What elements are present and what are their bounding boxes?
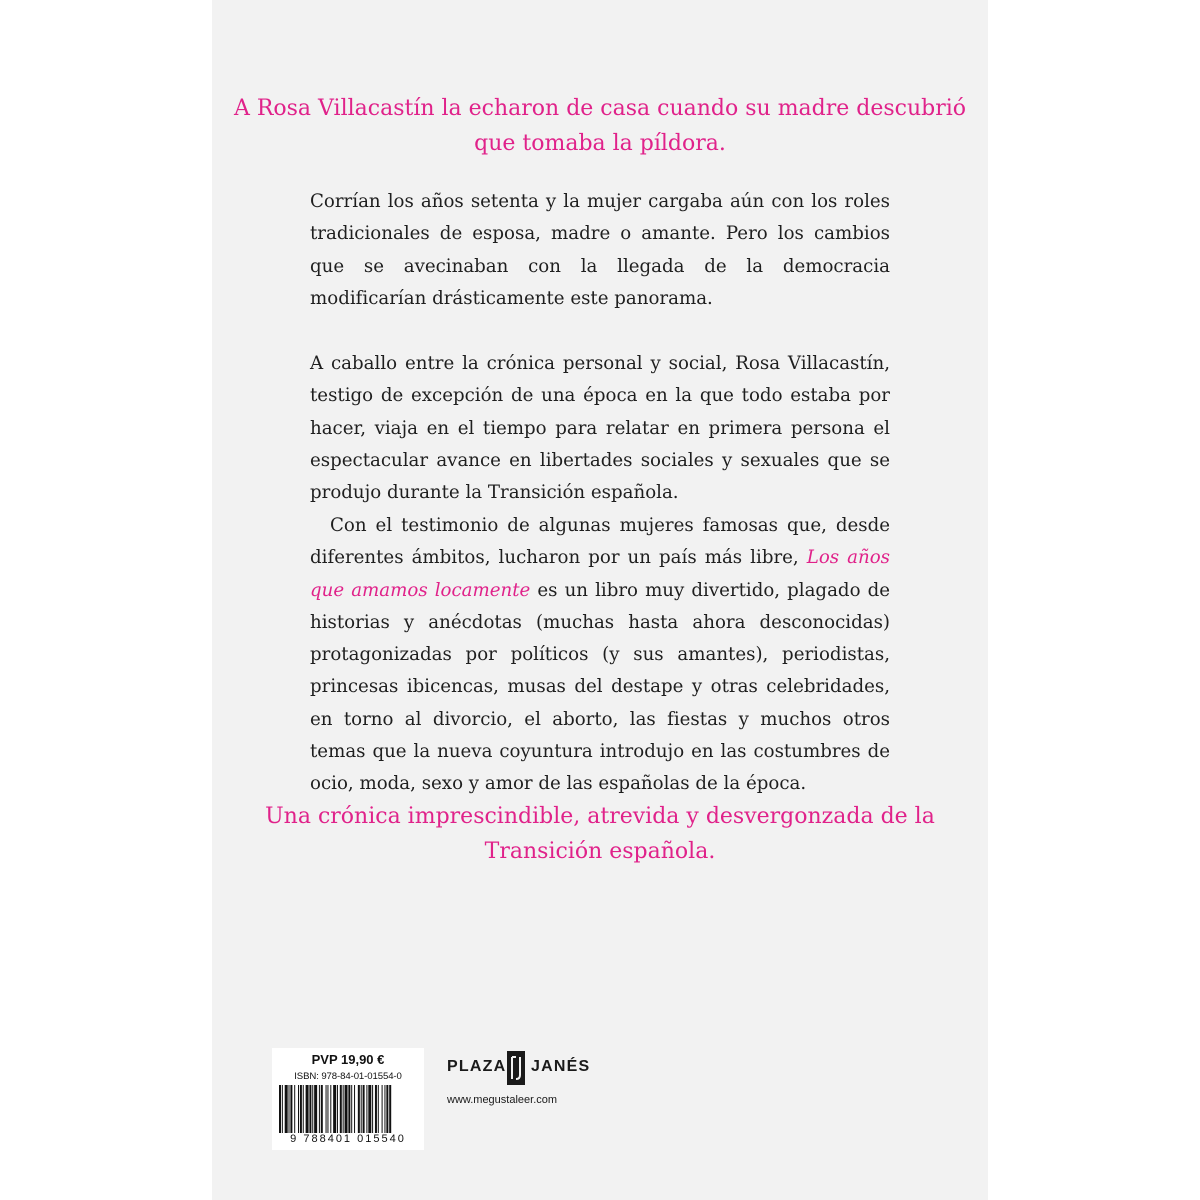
publisher-website[interactable]: www.megustaleer.com bbox=[447, 1094, 558, 1106]
price-label: PVP 19,90 € bbox=[311, 1052, 385, 1067]
publisher-name-left: PLAZA bbox=[447, 1058, 507, 1075]
paragraph-3-rest: es un libro muy divertido, plagado de historias y anécdotas (muchas hasta ahora desconocidas) protagonizadas por políticos (y sus amantes), periodistas, princesas ibicencas, musas del destape y otras celebridades, en torno al divorcio, el aborto, las fiestas y muchos otros temas que la nueva coyuntura introdujo en las costumbres de ocio, moda, sexo y amor de las españolas de la época. bbox=[310, 579, 890, 795]
tagline-bottom: Una crónica imprescindible, atrevida y desvergonzada de la Transición española. bbox=[265, 804, 935, 864]
tagline-top: A Rosa Villacastín la echaron de casa cuando su madre descubrió que tomaba la píldora. bbox=[233, 96, 967, 156]
publisher-logo bbox=[447, 1051, 591, 1087]
book-title: Los años que amamos locamente bbox=[310, 547, 890, 601]
ean-number: 9 788401 015540 bbox=[290, 1133, 406, 1145]
isbn-label: ISBN: 978-84-01-01554-0 bbox=[294, 1071, 402, 1082]
back-cover bbox=[212, 0, 988, 1200]
barcode-icon bbox=[279, 1085, 421, 1133]
synopsis-paragraph-2: A caballo entre la crónica personal y social, Rosa Villacastín, testigo de excepción de una época en la que todo estaba por hacer, viaja en el tiempo para relatar en primera persona el espectacular avance en libertades sociales y sexuales que se produjo durante la Transición española. bbox=[310, 353, 890, 504]
barcode-label bbox=[272, 1048, 424, 1150]
paragraph-3-intro: Con el testimonio de algunas mujeres famosas que, desde diferentes ámbitos, lucharon por un país más libre, bbox=[310, 515, 890, 569]
synopsis-paragraph-3 bbox=[310, 510, 890, 801]
synopsis-paragraph-1: Corrían los años setenta y la mujer cargaba aún con los roles tradicionales de esposa, madre o amante. Pero los cambios que se avecinaban con la llegada de la democracia modificarían drásticamente este panorama. bbox=[310, 191, 890, 309]
publisher-mark-icon bbox=[507, 1051, 525, 1085]
publisher-name-right: JANÉS bbox=[531, 1058, 591, 1075]
